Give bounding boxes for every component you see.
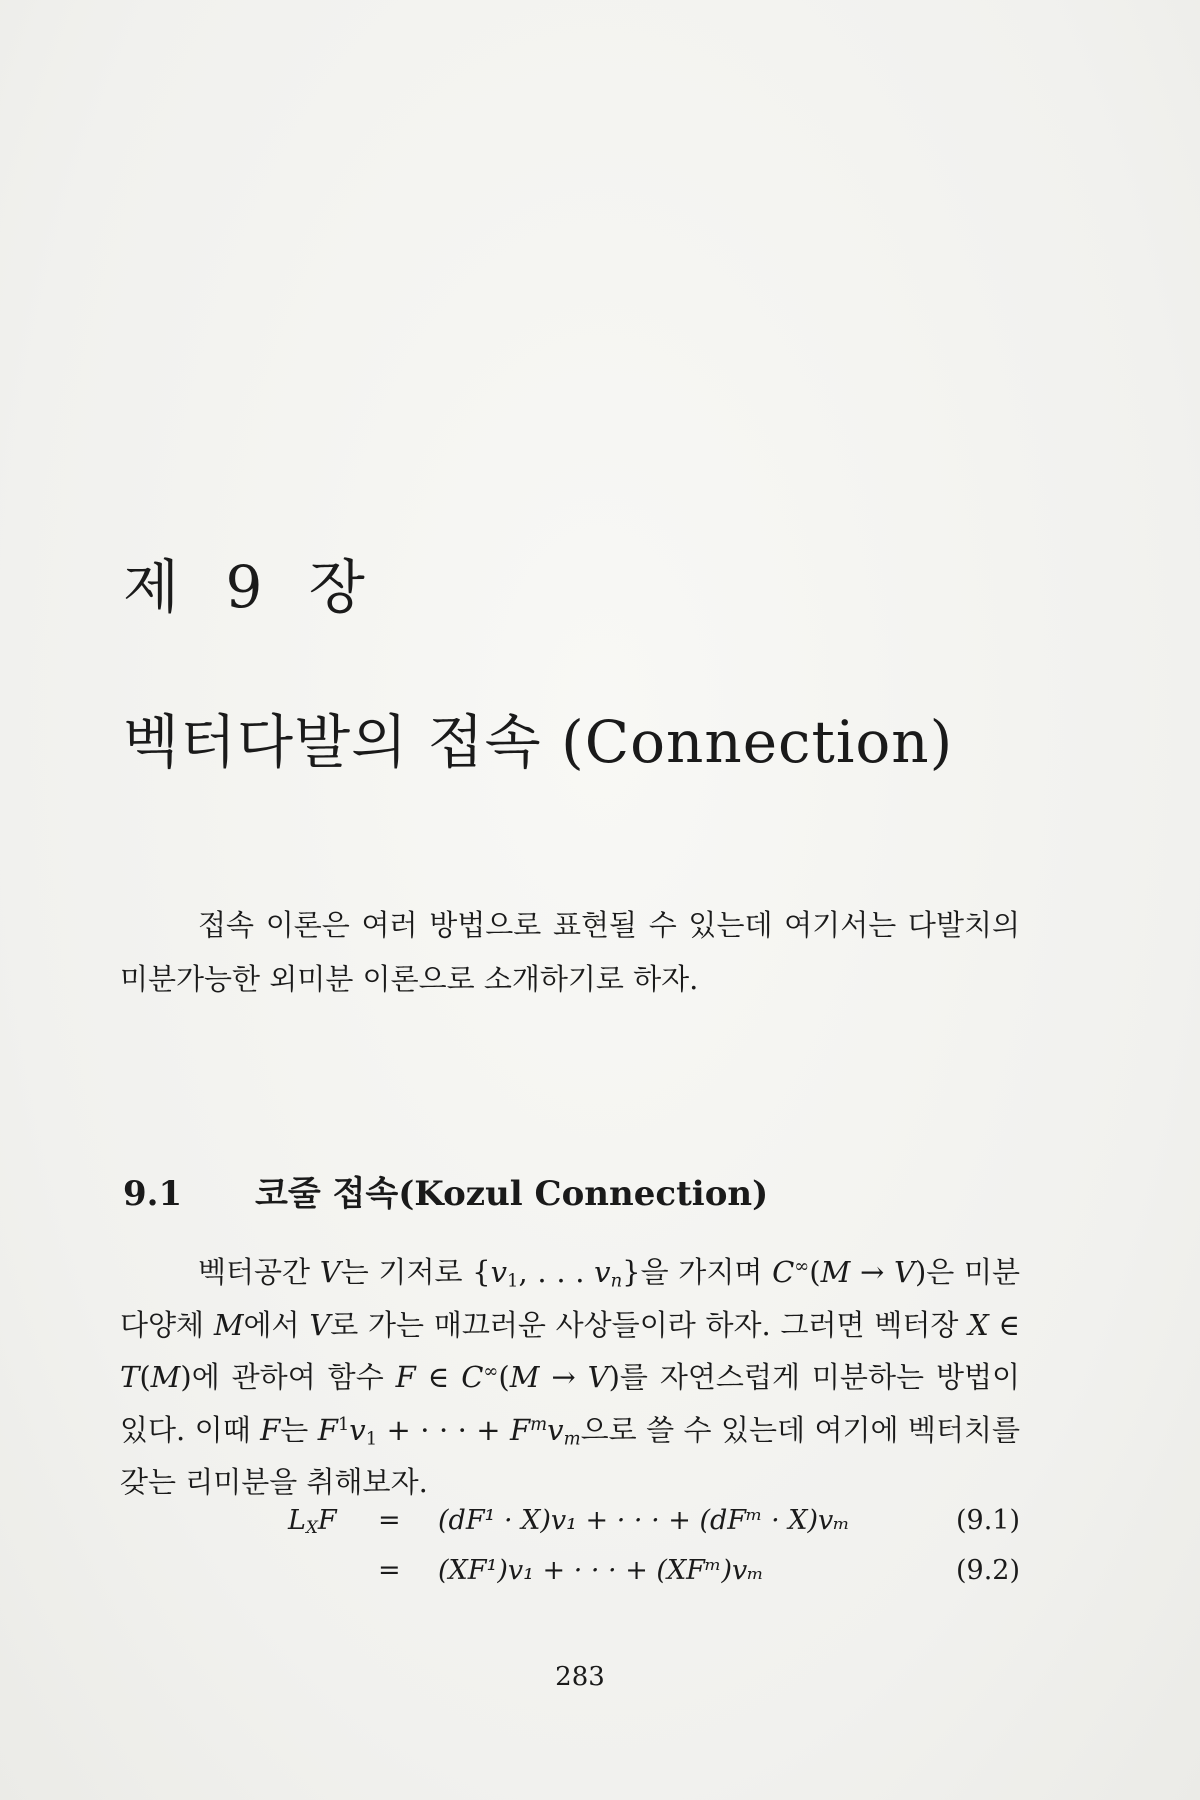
math-superscript: 1 — [337, 1413, 350, 1435]
text-run: ( — [809, 1255, 821, 1289]
text-run: )은 미분다양체 — [120, 1255, 1020, 1342]
text-run: 는 — [280, 1412, 318, 1447]
equation-lhs — [288, 1505, 337, 1536]
math-symbol: M — [509, 1360, 540, 1394]
equation-row — [120, 1505, 1020, 1555]
math-superscript: ∞ — [483, 1361, 499, 1383]
equation-rhs: (XF¹)v₁ + · · · + (XFᵐ)vₘ — [438, 1555, 764, 1586]
math-symbol: F — [395, 1360, 416, 1394]
text-run: ∈ — [415, 1360, 462, 1394]
math-symbol: C — [772, 1255, 795, 1289]
text-run: 에서 — [243, 1307, 310, 1342]
math-symbol: F — [317, 1412, 338, 1447]
section-title: 코줄 접속(Kozul Connection) — [255, 1174, 769, 1214]
equals-sign: = — [378, 1555, 401, 1586]
math-symbol: M — [820, 1255, 851, 1289]
math-symbol: V — [587, 1360, 609, 1394]
math-symbol: v — [594, 1255, 611, 1289]
text-run: → — [850, 1255, 894, 1289]
section-number: 9.1 — [123, 1174, 183, 1214]
text-run: , . . . — [518, 1255, 595, 1289]
math-symbol: V — [893, 1255, 915, 1289]
text-run: + · · · + — [377, 1412, 510, 1447]
math-superscript: m — [530, 1413, 548, 1435]
math-symbol: F — [260, 1412, 281, 1447]
math-symbol: X — [968, 1307, 989, 1342]
math-symbol: M — [150, 1360, 181, 1394]
math-symbol: v — [490, 1255, 508, 1289]
math-symbol: T — [120, 1360, 140, 1394]
math-symbol: C — [461, 1360, 484, 1394]
text-run: ∈ — [988, 1307, 1021, 1342]
section-heading — [123, 1166, 768, 1215]
chapter-title: 벡터다발의 접속 (Connection) — [123, 708, 954, 776]
page-number: 283 — [555, 1662, 605, 1692]
math-symbol: v — [547, 1412, 564, 1447]
equation-block — [120, 1505, 1020, 1605]
math-symbol: M — [213, 1307, 244, 1342]
math-subscript: n — [610, 1270, 623, 1292]
equation-lhs-symbol: L — [288, 1505, 306, 1536]
math-superscript: ∞ — [794, 1256, 810, 1278]
equation-rhs: (dF¹ · X)v₁ + · · · + (dFᵐ · X)vₘ — [438, 1505, 850, 1536]
intro-paragraph: 접속 이론은 여러 방법으로 표현될 수 있는데 여기서는 다발치의 미분가능한 외미분 이론으로 소개하기로 하자. — [120, 908, 1020, 996]
equation-number: (9.2) — [955, 1555, 1020, 1586]
body-paragraph — [120, 1246, 1020, 1509]
text-run: )에 관하여 함수 — [180, 1360, 396, 1394]
equation-lhs-subscript: X — [305, 1517, 318, 1538]
math-symbol: V — [319, 1255, 341, 1289]
text-run: 는 기저로 { — [340, 1255, 491, 1289]
text-run: )를 자연스럽게 미분하는 방법이 있다. 이때 — [120, 1360, 1020, 1447]
equals-sign: = — [378, 1505, 401, 1536]
text-run: ( — [139, 1360, 151, 1394]
equation-lhs-rest: F — [317, 1505, 337, 1536]
math-subscript: m — [563, 1427, 581, 1449]
text-run: 로 가는 매끄러운 사상들이라 하자. 그러면 벡터장 — [330, 1307, 969, 1342]
math-symbol: F — [510, 1412, 531, 1447]
math-subscript: 1 — [365, 1427, 378, 1449]
math-subscript: 1 — [507, 1270, 519, 1292]
text-run: 으로 쓸 수 있는데 여기에 벡터치를 갖는 리미분을 취해보자. — [120, 1412, 1020, 1499]
equation-number: (9.1) — [955, 1505, 1020, 1536]
math-symbol: v — [349, 1412, 366, 1447]
chapter-number: 제 9 장 — [123, 553, 375, 621]
text-run: ( — [498, 1360, 510, 1394]
math-symbol: V — [309, 1307, 331, 1342]
text-run: }을 가지며 — [622, 1255, 773, 1289]
text-run: → — [539, 1360, 588, 1394]
text-run: 벡터공간 — [198, 1255, 320, 1289]
equation-row — [120, 1555, 1020, 1605]
